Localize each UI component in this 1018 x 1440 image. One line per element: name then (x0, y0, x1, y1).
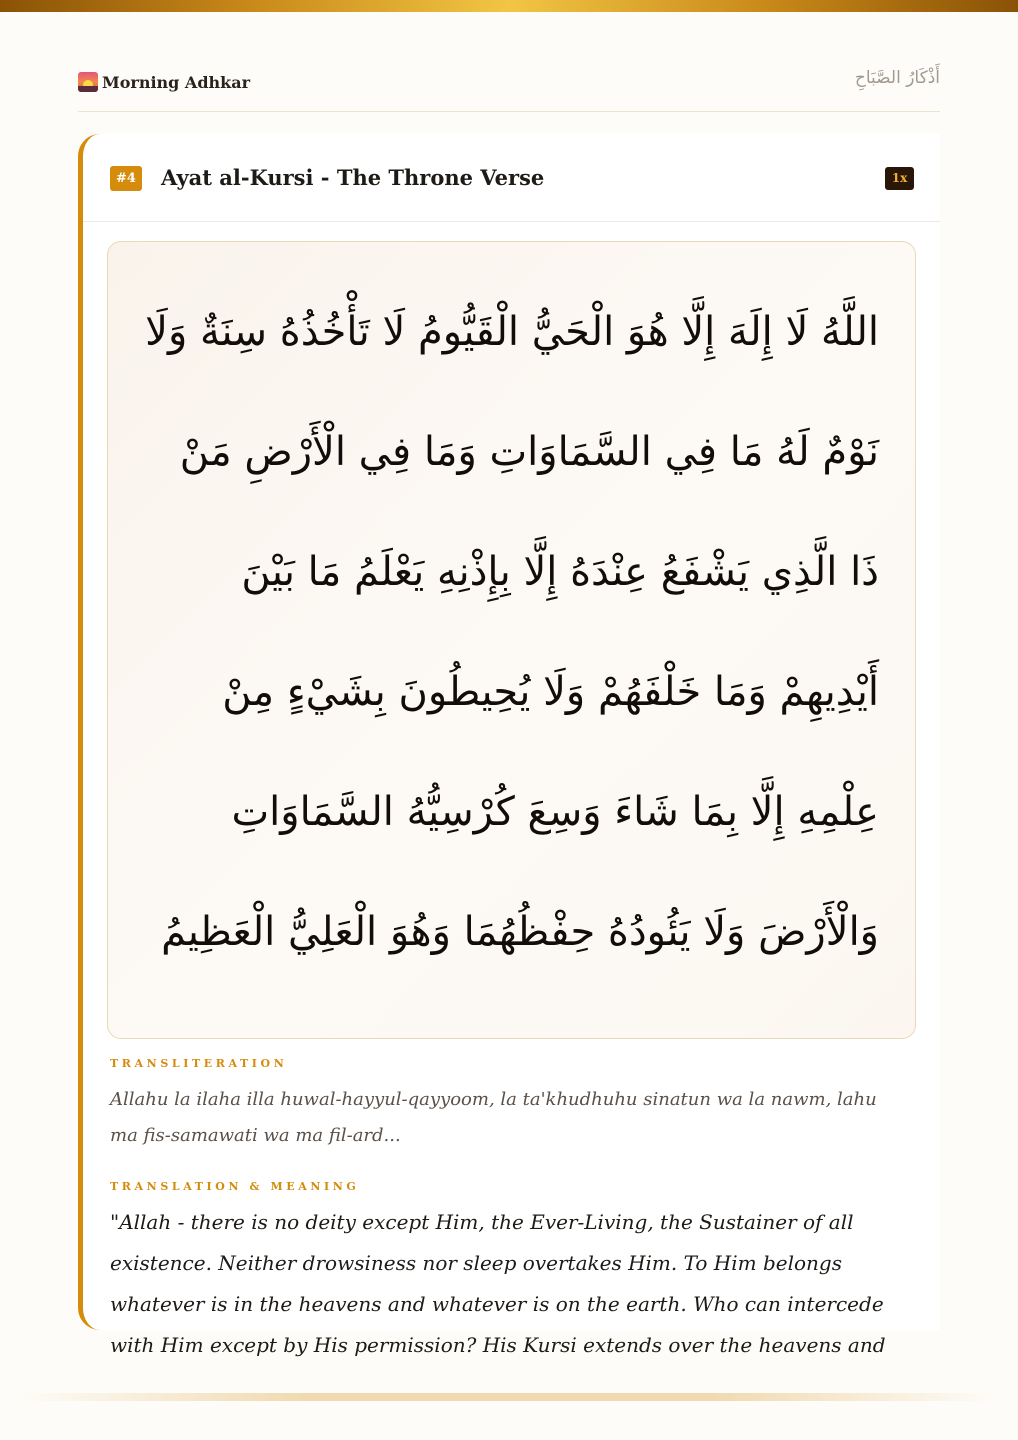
translation-text: "Allah - there is no deity except Him, the Ever-Living, the Sustainer of all existence. Neither drowsiness nor sleep overtakes Him. To Him belongs whatever is in the heavens and whatever is on the earth. Who can intercede with Him except by His permission? His Kursi extends over the heavens and (110, 1210, 886, 1357)
repeat-count-badge: 1x (885, 167, 914, 190)
translation-label: TRANSLATION & MEANING (110, 1180, 360, 1193)
page-header (78, 64, 940, 112)
dhikr-card (78, 134, 940, 1357)
dhikr-title: Ayat al-Kursi - The Throne Verse (161, 165, 545, 190)
transliteration-label: TRANSLITERATION (110, 1057, 288, 1070)
header-brand (78, 72, 250, 92)
arabic-page-title: أَذْكَارُ الصَّبَاحِ (854, 68, 940, 88)
arabic-verse: اللَّهُ لَا إِلَهَ إِلَّا هُوَ الْحَيُّ الْقَيُّومُ لَا تَأْخُذُهُ سِنَةٌ وَلَا نَوْمٌ لَهُ مَا فِي السَّمَاوَاتِ وَمَا فِي الْأَرْضِ مَنْ ذَا الَّذِي يَشْفَعُ عِنْدَهُ إِلَّا بِإِذْنِهِ يَعْلَمُ مَا بَيْنَ أَيْدِيهِمْ وَمَا خَلْفَهُمْ وَلَا يُحِيطُونَ بِشَيْءٍ مِنْ عِلْمِهِ إِلَّا بِمَا شَاءَ وَسِعَ كُرْسِيُّهُ السَّمَاوَاتِ وَالْأَرْضَ وَلَا يَئُودُهُ حِفْظُهُمَا وَهُوَ الْعَلِيُّ الْعَظِيمُ (145, 309, 879, 955)
bottom-divider (20, 1393, 998, 1401)
page-title: Morning Adhkar (102, 72, 251, 92)
transliteration-text: Allahu la ilaha illa huwal-hayyul-qayyoom, la ta'khudhuhu sinatun wa la nawm, lahu ma fis-samawati wa ma fil-ard... (110, 1089, 877, 1146)
arabic-text-box (107, 241, 916, 1039)
sunrise-icon (78, 72, 98, 92)
dhikr-number-badge: #4 (110, 166, 142, 191)
card-header (83, 134, 940, 222)
top-accent-bar (0, 0, 1018, 12)
